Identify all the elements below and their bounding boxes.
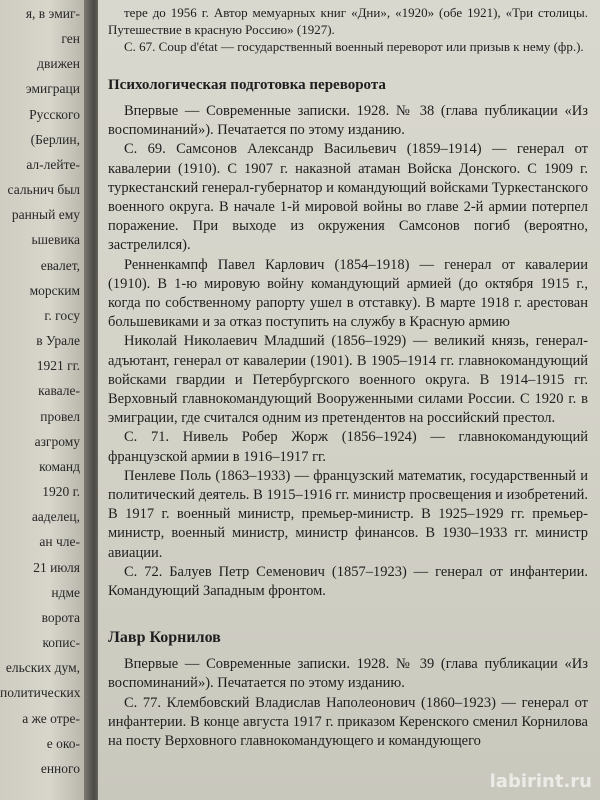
left-page-fragment: ранный ему [11, 207, 80, 223]
left-page-fragment: движен [37, 56, 80, 72]
left-page-fragment: ьшевика [31, 232, 80, 248]
section-paragraph-klembovsky: С. 77. Клембовский Владислав Наполеонович (1860–1923) — генерал от инфантерии. В конце августа 1917 г. приказом Керенского сменил Корнилова на посту Верховного главнокомандующего и командующего [108, 694, 588, 750]
right-page [98, 0, 600, 800]
left-page-fragment: азгрому [34, 433, 80, 449]
left-page-fragment: ворота [41, 609, 80, 625]
paragraph-baluev: С. 72. Балуев Петр Семенович (1857–1923) — генерал от инфантерии. Командующий Западным фронтом. [108, 563, 588, 600]
left-page-fragment: ааделец, [31, 509, 80, 525]
left-page-fragment: 1920 г. [42, 484, 80, 500]
left-page-fragment: ан чле- [39, 534, 80, 550]
left-page-fragment: политических [0, 685, 81, 701]
left-page-fragment: евалет, [40, 257, 80, 273]
chapter-heading: Психологическая подготовка переворота [108, 77, 386, 93]
left-page-fragment: я, в эмиг- [25, 6, 80, 21]
left-page-fragment: а же отре- [22, 710, 80, 726]
left-page-fragment: сальнич был [7, 182, 80, 198]
left-page-fragment: Русского [29, 106, 80, 122]
left-page-fragment: 21 июля [33, 559, 80, 575]
watermark: labirint.ru [489, 771, 592, 792]
left-page-fragment: ндме [51, 584, 80, 600]
top-note-2: С. 67. Coup d'état — государственный военный переворот или призыв к нему (фр.). [124, 39, 584, 54]
left-page-fragment: (Берлин, [30, 131, 80, 147]
paragraph-source: Впервые — Современные записки. 1928. № 38 (глава публикации «Из воспоминаний»). Печатается по этому изданию. [108, 103, 588, 139]
left-page-fragment: эмиграци [25, 81, 80, 97]
left-page-fragment: е око- [46, 735, 80, 751]
left-page-fragment: ген [61, 31, 80, 47]
left-page-fragment: команд [39, 458, 80, 474]
section-title: Лавр Корнилов [108, 629, 221, 647]
section-paragraph-source: Впервые — Современные записки. 1928. № 39 (глава публикации «Из воспоминаний»). Печатается по этому изданию. [108, 656, 588, 692]
paragraph-nivelle: С. 71. Нивель Робер Жорж (1856–1924) — главнокомандующий французской армии в 1916–1917 гг. [108, 429, 588, 465]
left-page-fragment: копис- [42, 635, 80, 651]
left-page-fragment: морским [29, 282, 80, 298]
left-page-fragment: ал-лейте- [26, 156, 80, 172]
left-page-fragment: енного [40, 760, 80, 776]
left-facing-page [0, 0, 84, 800]
left-page-fragment: ельских дум, [5, 660, 80, 676]
paragraph-nikolai: Николай Николаевич Младший (1856–1929) — великий князь, генерал-адъютант, генерал от кавалерии (1901). В 1905–1914 гг. главнокомандующий войсками гвардии и Петербургского военного округа. В 1914–1915 гг. Верховный главнокомандующий Вооруженными силами России. С 1920 г. в эмиграции, где считался одним из претендентов на российский престол. [108, 333, 588, 427]
paragraph-samsonov: С. 69. Самсонов Александр Васильевич (1859–1914) — генерал от кавалерии (1910). С 1907 г. наказной атаман Войска Донского. С 1909 г. туркестанский генерал-губернатор и командующий войсками Туркестанского военного округа. В начале 1-й мировой войны во главе 2-й армии потерпел поражение. При выходе из окружения Самсонов погиб (вероятно, застрелился). [108, 141, 588, 254]
top-note-1: тере до 1956 г. Автор мемуарных книг «Дни», «1920» (обе 1921), «Три столицы. Путешествие в красную Россию» (1927). [108, 5, 588, 37]
left-page-fragment: в Урале [36, 333, 80, 349]
left-page-fragment: кавале- [38, 383, 80, 399]
left-page-fragment: г. госу [44, 307, 80, 323]
paragraph-painleve: Пенлеве Поль (1863–1933) — французский математик, государственный и политический деятель. В 1915–1916 гг. министр просвещения и изобретений. В 1917 г. военный министр, премьер-министр. В 1925–1929 гг. премьер-министр, военный министр, министр финансов. В 1930–1933 гг. министр авиации. [108, 467, 588, 561]
paragraph-rennenkampf: Ренненкампф Павел Карлович (1854–1918) — генерал от кавалерии (1910). В 1-ю мировую войну командующий армией (до октября 1915 г., когда по собственному рапорту ушел в отставку). В марте 1918 г. арестован большевиками и за отказ поступить на службу в Красную армию [108, 256, 588, 331]
left-page-fragment: 1921 гг. [36, 358, 80, 374]
left-page-fragment: провел [40, 408, 80, 424]
text-column [108, 4, 588, 751]
